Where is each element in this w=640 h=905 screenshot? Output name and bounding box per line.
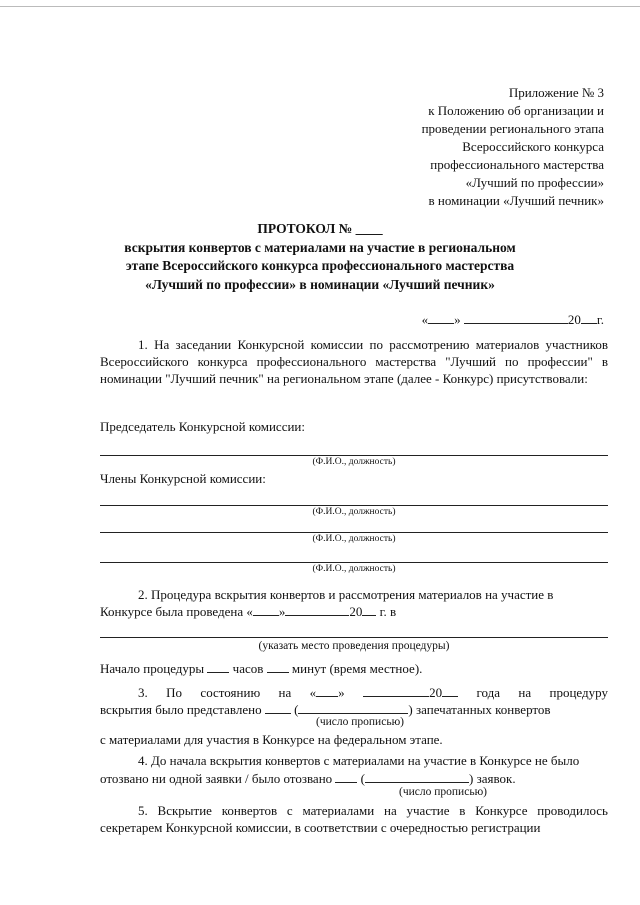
- count-words-blank: [298, 702, 408, 714]
- document-title: [70, 220, 570, 294]
- protocol-date: [422, 312, 604, 328]
- quote-close: »: [454, 312, 461, 327]
- appendix-line: к Положению об организации и: [428, 103, 604, 118]
- year-blank: [442, 685, 458, 697]
- section-3-line-2: вскрытия было представлено ( ) запечатанных конвертов: [100, 702, 551, 717]
- count-words-blank: [365, 771, 469, 783]
- appendix-line: проведении регионального этапа: [421, 121, 604, 136]
- appendix-line: Всероссийского конкурса: [462, 139, 604, 154]
- protocol-heading: ПРОТОКОЛ № ____: [257, 221, 383, 236]
- top-border: [0, 6, 640, 7]
- number-caption: (число прописью): [316, 716, 404, 728]
- day-blank: [316, 685, 338, 697]
- day-blank: [253, 604, 279, 616]
- month-blank: [285, 604, 349, 616]
- section-2-line-1: 2. Процедура вскрытия конвертов и рассмотрения материалов на участие в: [138, 587, 554, 602]
- year-blank: [581, 312, 597, 324]
- place-caption: (указать место проведения процедуры): [258, 640, 450, 652]
- section-5-text: 5. Вскрытие конвертов с материалами на участие в Конкурсе проводилось секретарем Конкурсной комиссии, в соответствии с очередностью регистрации: [100, 803, 608, 835]
- member-signature-line: [100, 532, 608, 533]
- section-3-line-3: с материалами для участия в Конкурсе на федеральном этапе.: [100, 732, 443, 747]
- members-label: Члены Конкурсной комиссии:: [100, 471, 266, 486]
- fio-caption: (Ф.И.О., должность): [312, 534, 396, 544]
- month-blank: [363, 685, 429, 697]
- appendix-line: «Лучший по профессии»: [465, 175, 604, 190]
- fio-caption: (Ф.И.О., должность): [312, 507, 396, 517]
- section-1-text: 1. На заседании Конкурсной комиссии по рассмотрению материалов участников Всероссийского конкурса профессионального мастерства "Лучший по профессии" в номинации "Лучший печник" на региональном этапе (далее - Конкурс) присутствовали:: [100, 337, 608, 386]
- section-4-line-1: 4. До начала вскрытия конвертов с материалами на участие в Конкурсе не было: [138, 753, 580, 768]
- year-prefix: 20: [567, 312, 581, 327]
- appendix-line: Приложение № 3: [508, 85, 604, 100]
- member-signature-line: [100, 562, 608, 563]
- month-blank: [464, 312, 568, 324]
- member-signature-line: [100, 505, 608, 506]
- year-blank: [362, 604, 376, 616]
- hours-blank: [207, 661, 229, 673]
- section-2-line-2: Конкурсе была проведена « » 20 г. в: [100, 604, 397, 619]
- count-blank: [335, 771, 357, 783]
- day-blank: [428, 312, 454, 324]
- title-line: этапе Всероссийского конкурса профессионального мастерства: [125, 258, 515, 273]
- appendix-block: [364, 84, 604, 210]
- appendix-line: в номинации «Лучший печник»: [428, 193, 604, 208]
- quote-open: «: [421, 312, 429, 327]
- chair-signature-line: [100, 455, 608, 456]
- year-suffix: г.: [596, 312, 604, 327]
- number-caption: (число прописью): [399, 786, 487, 798]
- count-blank: [265, 702, 291, 714]
- start-time-line: Начало процедуры часов минут (время местное).: [100, 661, 423, 676]
- section-3-line-1: 3. По состоянию на « » 20 года на процедуру: [138, 685, 608, 700]
- minutes-blank: [267, 661, 289, 673]
- fio-caption: (Ф.И.О., должность): [312, 457, 396, 467]
- chair-label: Председатель Конкурсной комиссии:: [100, 419, 305, 434]
- place-line: [100, 637, 608, 638]
- fio-caption: (Ф.И.О., должность): [312, 564, 396, 574]
- title-line: «Лучший по профессии» в номинации «Лучший печник»: [145, 276, 495, 292]
- title-line: вскрытия конвертов с материалами на участие в региональном: [124, 239, 516, 255]
- appendix-line: профессионального мастерства: [430, 157, 604, 172]
- section-4-line-2: отозвано ни одной заявки / было отозвано ( ) заявок.: [100, 771, 516, 786]
